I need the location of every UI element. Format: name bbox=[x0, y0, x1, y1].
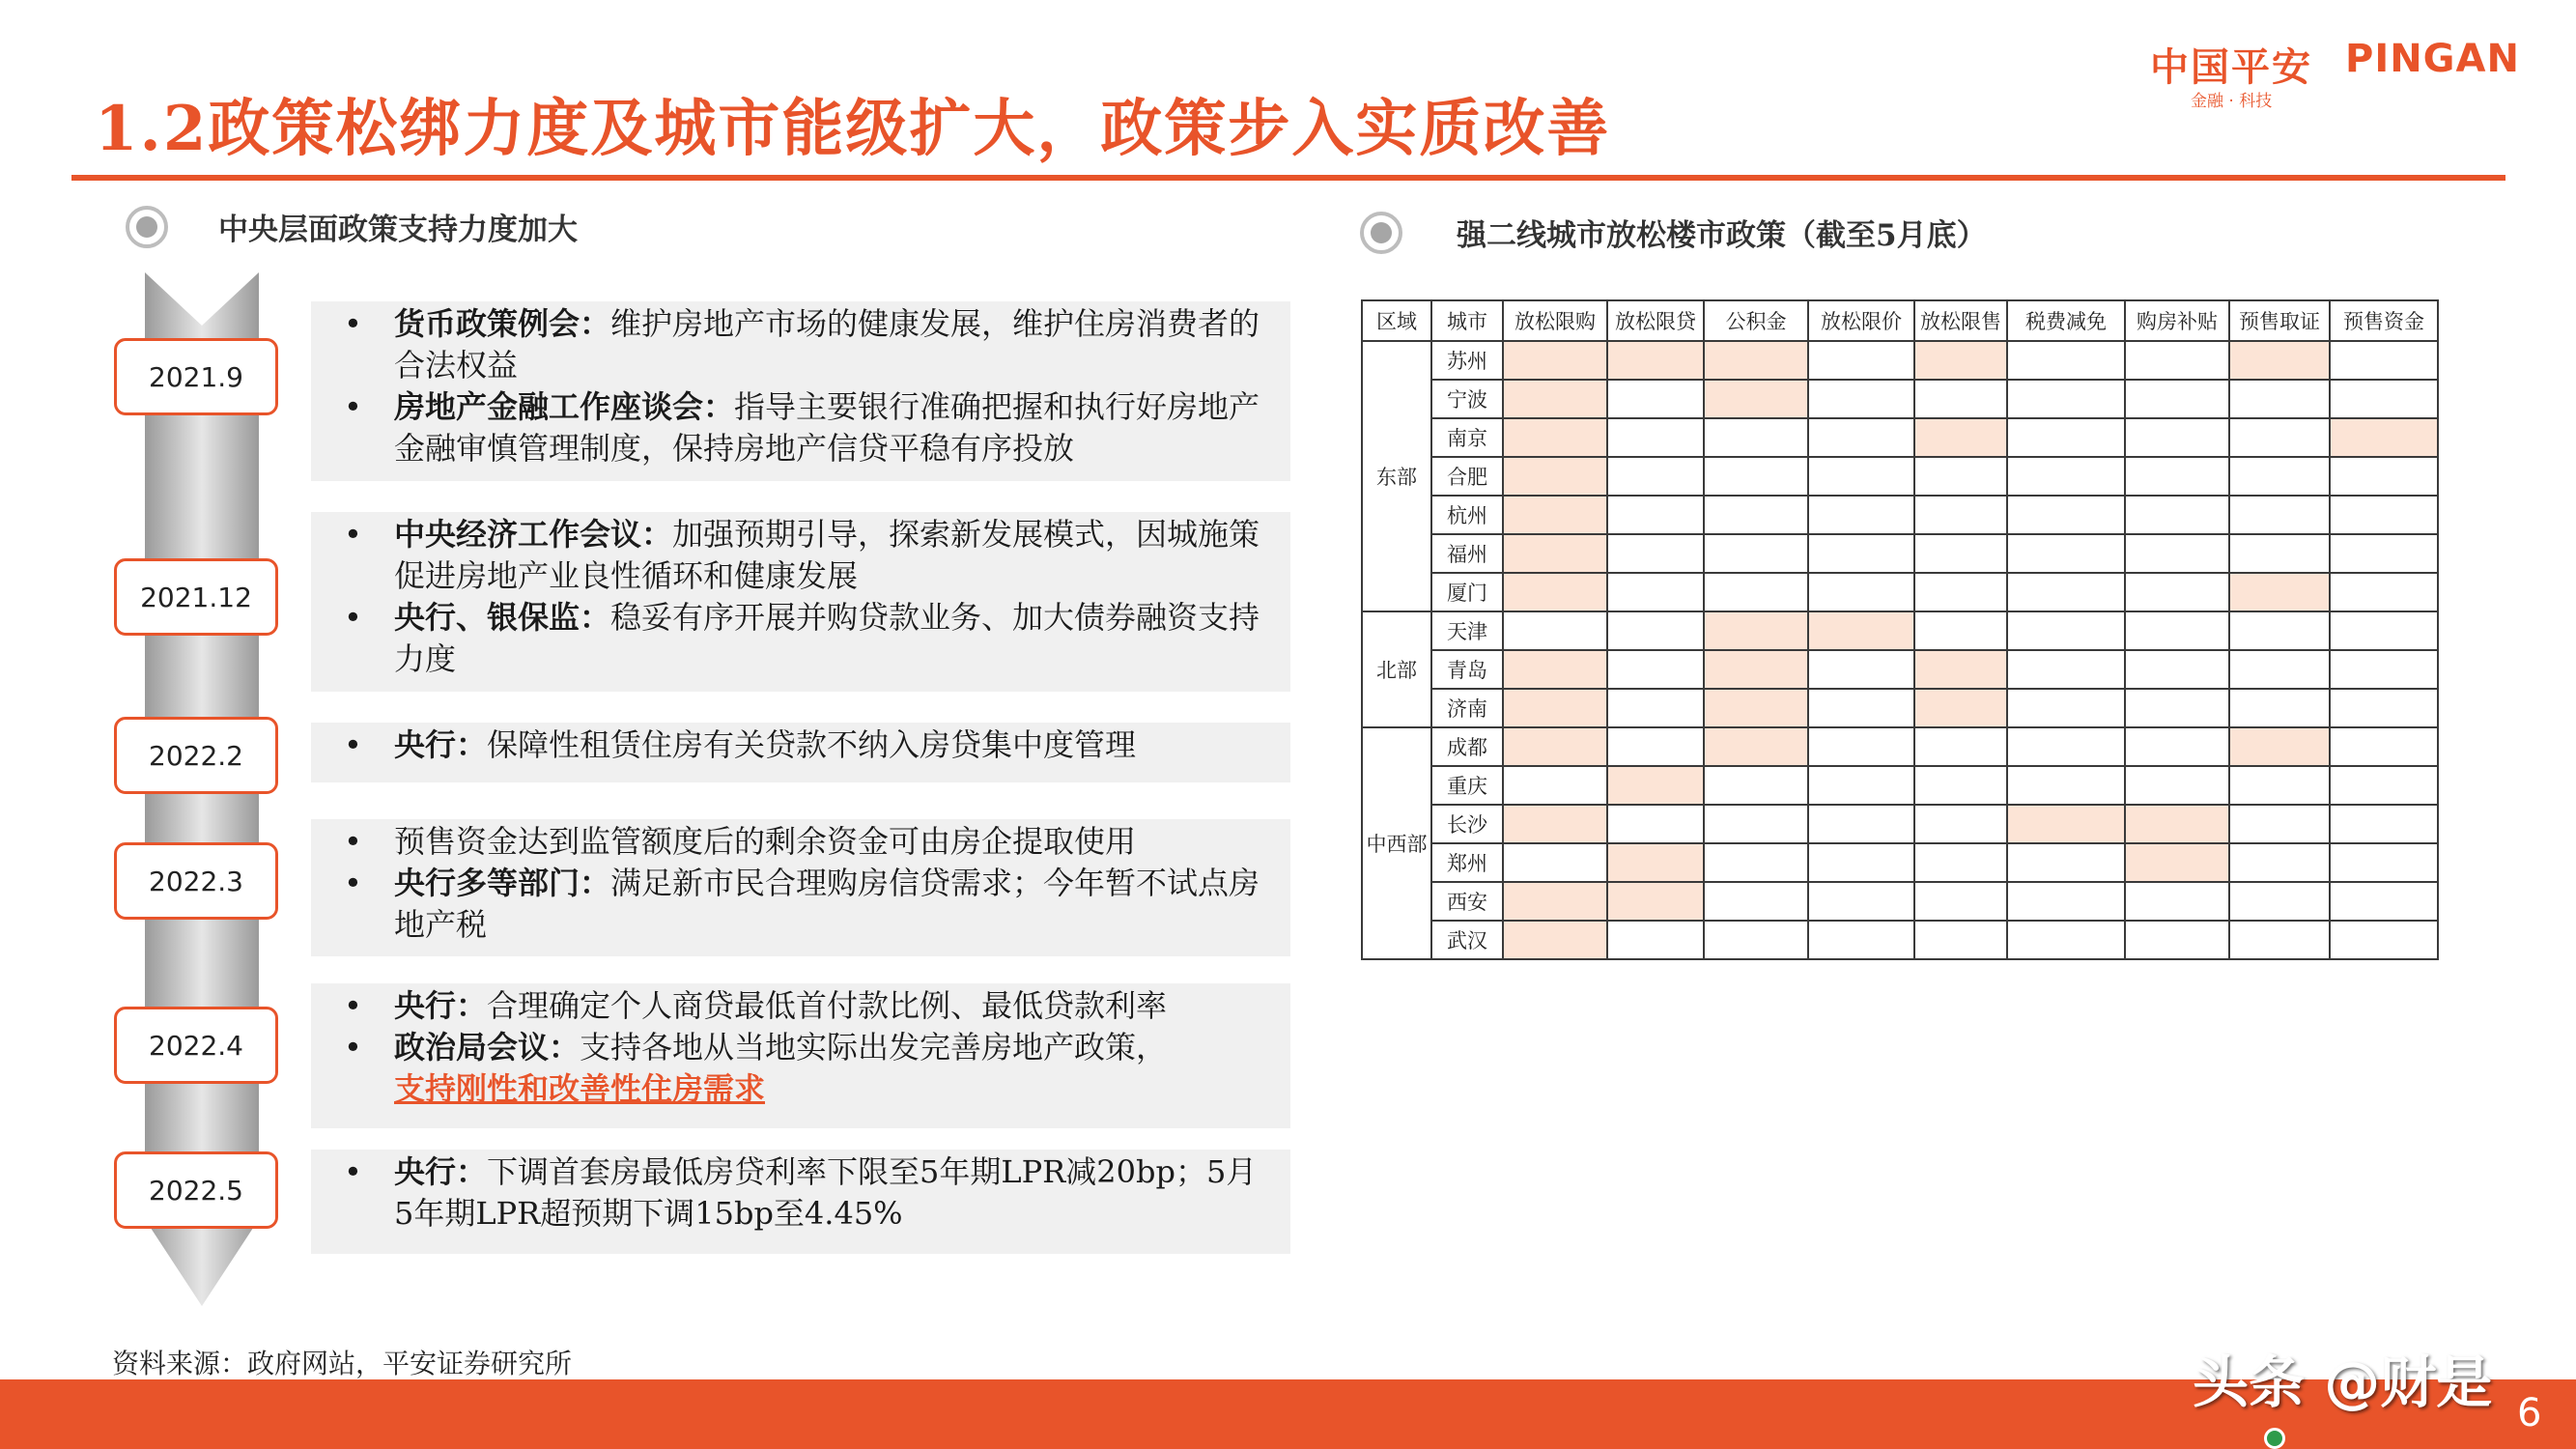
table-row bbox=[1362, 921, 2438, 959]
policy-cell bbox=[2330, 380, 2438, 418]
city-cell: 长沙 bbox=[1431, 805, 1503, 843]
city-cell: 厦门 bbox=[1431, 573, 1503, 611]
policy-cell-relaxed bbox=[1914, 650, 2007, 689]
policy-cell-relaxed bbox=[2007, 805, 2125, 843]
policy-cell bbox=[1808, 341, 1914, 380]
policy-cell-relaxed bbox=[1503, 573, 1607, 611]
table-row bbox=[1362, 611, 2438, 650]
policy-cell bbox=[2330, 341, 2438, 380]
city-cell: 福州 bbox=[1431, 534, 1503, 573]
policy-item-label: 央行： bbox=[394, 1153, 488, 1190]
policy-cell-relaxed bbox=[1704, 727, 1808, 766]
watermark: 头条 @财是 bbox=[2193, 1350, 2493, 1415]
policy-cell bbox=[1607, 650, 1704, 689]
policy-cell bbox=[2330, 611, 2438, 650]
policy-cell bbox=[1704, 573, 1808, 611]
policy-cell bbox=[1808, 843, 1914, 882]
policy-cell bbox=[2125, 457, 2229, 496]
logo-en-text: PINGAN bbox=[2345, 37, 2520, 81]
table-row bbox=[1362, 341, 2438, 380]
policy-item-label: 政治局会议： bbox=[394, 1029, 580, 1065]
page-number: 6 bbox=[2517, 1391, 2542, 1435]
table-row bbox=[1362, 727, 2438, 766]
policy-cell bbox=[2007, 650, 2125, 689]
table-row bbox=[1362, 534, 2438, 573]
policy-cell bbox=[1704, 882, 1808, 921]
policy-cell-relaxed bbox=[1607, 341, 1704, 380]
region-cell: 北部 bbox=[1362, 611, 1431, 727]
table-row bbox=[1362, 843, 2438, 882]
policy-cell-relaxed bbox=[1914, 689, 2007, 727]
policy-cell bbox=[1808, 418, 1914, 457]
policy-cell bbox=[2007, 882, 2125, 921]
title-divider bbox=[71, 175, 2505, 181]
radio-circle-icon bbox=[1360, 212, 1402, 254]
policy-cell bbox=[1607, 611, 1704, 650]
policy-cell bbox=[2007, 573, 2125, 611]
table-row bbox=[1362, 573, 2438, 611]
policy-cell-relaxed bbox=[1704, 689, 1808, 727]
table-header-cell: 预售资金 bbox=[2330, 300, 2438, 341]
policy-cell bbox=[1704, 457, 1808, 496]
policy-cell bbox=[2229, 534, 2330, 573]
policy-cell-relaxed bbox=[1914, 418, 2007, 457]
policy-cell-relaxed bbox=[1503, 418, 1607, 457]
policy-cell-relaxed bbox=[1503, 805, 1607, 843]
policy-cell bbox=[1808, 766, 1914, 805]
policy-cell bbox=[1914, 882, 2007, 921]
policy-cell bbox=[2330, 496, 2438, 534]
policy-cell bbox=[2229, 766, 2330, 805]
city-cell: 西安 bbox=[1431, 882, 1503, 921]
policy-cell bbox=[1704, 921, 1808, 959]
policy-cell bbox=[2125, 611, 2229, 650]
policy-cell-relaxed bbox=[2330, 418, 2438, 457]
policy-cell-relaxed bbox=[1503, 341, 1607, 380]
policy-cell bbox=[2229, 418, 2330, 457]
source-note: 资料来源：政府网站，平安证券研究所 bbox=[112, 1348, 573, 1379]
policy-cell bbox=[2125, 882, 2229, 921]
policy-cell bbox=[2229, 689, 2330, 727]
policy-item-label: 货币政策例会： bbox=[394, 305, 611, 342]
timeline-card bbox=[311, 301, 1290, 481]
policy-item: • 房地产金融工作座谈会：指导主要银行准确把握和执行好房地产金融审慎管理制度，保持房地产信贷平稳有序投放 bbox=[344, 388, 1260, 467]
policy-item-text: 满足新市民合理购房信贷需求；今年暂不试点房地产税 bbox=[394, 865, 1260, 943]
policy-cell-relaxed bbox=[1704, 650, 1808, 689]
city-policy-table bbox=[1361, 299, 2439, 960]
policy-cell bbox=[1704, 766, 1808, 805]
policy-highlight-link[interactable]: 支持刚性和改善性住房需求 bbox=[394, 1070, 766, 1107]
table-row bbox=[1362, 766, 2438, 805]
policy-item: • 央行多等部门：满足新市民合理购房信贷需求；今年暂不试点房地产税 bbox=[344, 865, 1260, 943]
policy-cell bbox=[2330, 727, 2438, 766]
policy-cell bbox=[1704, 805, 1808, 843]
policy-item-text: 合理确定个人商贷最低首付款比例、最低贷款利率 bbox=[487, 987, 1168, 1024]
policy-cell-relaxed bbox=[1503, 882, 1607, 921]
table-header-cell: 城市 bbox=[1431, 300, 1503, 341]
policy-cell-relaxed bbox=[2125, 805, 2229, 843]
timeline-card bbox=[311, 512, 1290, 692]
table-header-cell: 预售取证 bbox=[2229, 300, 2330, 341]
policy-cell bbox=[1607, 418, 1704, 457]
timeline-date: 2022.2 bbox=[114, 717, 278, 794]
policy-item-text: 支持各地从当地实际出发完善房地产政策， bbox=[580, 1029, 1168, 1065]
policy-cell bbox=[1914, 457, 2007, 496]
policy-cell-relaxed bbox=[1503, 534, 1607, 573]
policy-cell bbox=[1607, 457, 1704, 496]
policy-cell bbox=[2007, 611, 2125, 650]
policy-cell bbox=[2007, 843, 2125, 882]
city-cell: 青岛 bbox=[1431, 650, 1503, 689]
timeline-card bbox=[311, 983, 1290, 1128]
policy-cell bbox=[2007, 457, 2125, 496]
policy-cell-relaxed bbox=[2229, 341, 2330, 380]
policy-cell bbox=[1607, 380, 1704, 418]
table-row bbox=[1362, 650, 2438, 689]
city-cell: 成都 bbox=[1431, 727, 1503, 766]
policy-cell bbox=[1914, 921, 2007, 959]
city-cell: 杭州 bbox=[1431, 496, 1503, 534]
policy-cell bbox=[2229, 496, 2330, 534]
table-row bbox=[1362, 418, 2438, 457]
policy-cell bbox=[1607, 496, 1704, 534]
policy-item-text: 稳妥有序开展并购贷款业务、加大债券融资支持力度 bbox=[394, 599, 1260, 677]
policy-cell-relaxed bbox=[1503, 496, 1607, 534]
left-section-header bbox=[126, 205, 578, 248]
policy-cell-relaxed bbox=[2229, 727, 2330, 766]
policy-cell bbox=[2330, 457, 2438, 496]
right-section-label: 强二线城市放松楼市政策（截至5月底） bbox=[1457, 218, 1987, 253]
policy-cell bbox=[1704, 418, 1808, 457]
policy-cell bbox=[2125, 496, 2229, 534]
policy-cell-relaxed bbox=[1503, 457, 1607, 496]
policy-item: • 央行：下调首套房最低房贷利率下限至5年期LPR减20bp；5月5年期LPR超预期下调15bp至4.45% bbox=[344, 1153, 1258, 1232]
city-cell: 武汉 bbox=[1431, 921, 1503, 959]
table-header-cell: 放松限售 bbox=[1914, 300, 2007, 341]
policy-cell bbox=[2007, 496, 2125, 534]
pingan-logo bbox=[2144, 37, 2550, 114]
timeline-date: 2021.9 bbox=[114, 338, 278, 415]
policy-cell bbox=[2229, 611, 2330, 650]
policy-cell-relaxed bbox=[1914, 341, 2007, 380]
policy-cell bbox=[1914, 766, 2007, 805]
policy-cell bbox=[1914, 727, 2007, 766]
policy-cell bbox=[1808, 573, 1914, 611]
policy-cell bbox=[2125, 573, 2229, 611]
policy-cell-relaxed bbox=[2229, 573, 2330, 611]
timeline-card bbox=[311, 723, 1290, 782]
policy-item-label: 央行、银保监： bbox=[394, 599, 611, 636]
policy-cell bbox=[2125, 727, 2229, 766]
city-cell: 重庆 bbox=[1431, 766, 1503, 805]
policy-cell bbox=[1808, 534, 1914, 573]
table-header-cell: 放松限购 bbox=[1503, 300, 1607, 341]
policy-cell bbox=[2007, 380, 2125, 418]
policy-cell bbox=[2229, 380, 2330, 418]
city-cell: 苏州 bbox=[1431, 341, 1503, 380]
policy-cell bbox=[2007, 418, 2125, 457]
policy-cell-relaxed bbox=[1503, 921, 1607, 959]
policy-cell bbox=[2125, 534, 2229, 573]
table-row bbox=[1362, 805, 2438, 843]
region-cell: 东部 bbox=[1362, 341, 1431, 611]
policy-cell bbox=[2330, 805, 2438, 843]
policy-item: • 央行：合理确定个人商贷最低首付款比例、最低贷款利率 bbox=[344, 987, 1168, 1024]
policy-item-text: 指导主要银行准确把握和执行好房地产金融审慎管理制度，保持房地产信贷平稳有序投放 bbox=[394, 388, 1260, 467]
table-header-cell: 放松限价 bbox=[1808, 300, 1914, 341]
policy-cell bbox=[1808, 457, 1914, 496]
policy-item: • 政治局会议：支持各地从当地实际出发完善房地产政策， 支持刚性和改善性住房需求 bbox=[344, 1029, 1168, 1107]
policy-cell bbox=[1914, 573, 2007, 611]
policy-cell bbox=[1808, 496, 1914, 534]
policy-item-text: 下调首套房最低房贷利率下限至5年期LPR减20bp；5月5年期LPR超预期下调15bp至4.45% bbox=[394, 1153, 1258, 1232]
timeline-date: 2021.12 bbox=[114, 558, 278, 636]
policy-cell-relaxed bbox=[1503, 689, 1607, 727]
timeline-card bbox=[311, 819, 1290, 956]
policy-cell bbox=[2007, 921, 2125, 959]
policy-item-label: 中央经济工作会议： bbox=[394, 516, 673, 553]
policy-cell bbox=[1704, 843, 1808, 882]
policy-cell-relaxed bbox=[1808, 611, 1914, 650]
table-header-cell: 购房补贴 bbox=[2125, 300, 2229, 341]
policy-cell bbox=[2330, 766, 2438, 805]
city-cell: 南京 bbox=[1431, 418, 1503, 457]
policy-cell bbox=[1607, 727, 1704, 766]
policy-cell bbox=[2229, 457, 2330, 496]
policy-cell bbox=[1808, 689, 1914, 727]
policy-item-text: 预售资金达到监管额度后的剩余资金可由房企提取使用 bbox=[394, 823, 1137, 860]
policy-item: • 央行：保障性租赁住房有关贷款不纳入房贷集中度管理 bbox=[344, 726, 1137, 763]
policy-cell bbox=[2125, 689, 2229, 727]
policy-cell bbox=[1503, 766, 1607, 805]
timeline-date: 2022.3 bbox=[114, 842, 278, 920]
policy-item-label: 央行多等部门： bbox=[394, 865, 611, 901]
table-header-row bbox=[1362, 300, 2438, 341]
policy-cell bbox=[2125, 921, 2229, 959]
table-header-cell: 公积金 bbox=[1704, 300, 1808, 341]
policy-item: • 货币政策例会：维护房地产市场的健康发展，维护住房消费者的合法权益 bbox=[344, 305, 1260, 384]
policy-cell bbox=[2125, 341, 2229, 380]
city-cell: 天津 bbox=[1431, 611, 1503, 650]
policy-cell bbox=[2007, 766, 2125, 805]
policy-cell bbox=[1914, 380, 2007, 418]
policy-cell bbox=[1808, 727, 1914, 766]
policy-cell bbox=[2229, 882, 2330, 921]
policy-cell bbox=[1914, 805, 2007, 843]
policy-item-label: 房地产金融工作座谈会： bbox=[394, 388, 735, 425]
policy-cell bbox=[1607, 921, 1704, 959]
policy-cell bbox=[1808, 380, 1914, 418]
policy-cell bbox=[1808, 650, 1914, 689]
policy-cell bbox=[2229, 843, 2330, 882]
policy-cell bbox=[1704, 534, 1808, 573]
table-row bbox=[1362, 457, 2438, 496]
policy-cell bbox=[2330, 689, 2438, 727]
policy-item-text: 维护房地产市场的健康发展，维护住房消费者的合法权益 bbox=[394, 305, 1260, 384]
policy-cell-relaxed bbox=[1704, 380, 1808, 418]
policy-item: • 央行、银保监：稳妥有序开展并购贷款业务、加大债券融资支持力度 bbox=[344, 599, 1260, 677]
left-section-label: 中央层面政策支持力度加大 bbox=[218, 213, 578, 247]
policy-cell-relaxed bbox=[1607, 766, 1704, 805]
right-section-header bbox=[1360, 211, 1987, 254]
policy-item: • 中央经济工作会议：加强预期引导，探索新发展模式，因城施策促进房地产业良性循环和健康发展 bbox=[344, 516, 1260, 594]
city-cell: 济南 bbox=[1431, 689, 1503, 727]
timeline-date: 2022.5 bbox=[114, 1151, 278, 1229]
policy-cell-relaxed bbox=[1607, 882, 1704, 921]
footer-dot-icon bbox=[2264, 1428, 2285, 1449]
policy-cell bbox=[2007, 727, 2125, 766]
policy-item-label: 央行： bbox=[394, 726, 488, 763]
policy-item-text: 加强预期引导，探索新发展模式，因城施策促进房地产业良性循环和健康发展 bbox=[394, 516, 1260, 594]
policy-cell-relaxed bbox=[1503, 727, 1607, 766]
policy-cell-relaxed bbox=[1503, 380, 1607, 418]
policy-cell bbox=[2330, 921, 2438, 959]
policy-cell bbox=[1704, 496, 1808, 534]
policy-cell bbox=[1607, 573, 1704, 611]
policy-cell bbox=[1607, 689, 1704, 727]
policy-cell bbox=[2125, 766, 2229, 805]
policy-cell bbox=[2125, 650, 2229, 689]
policy-cell bbox=[2330, 882, 2438, 921]
table-row bbox=[1362, 689, 2438, 727]
logo-tagline: 金融 · 科技 bbox=[2191, 92, 2273, 111]
policy-cell bbox=[2007, 689, 2125, 727]
policy-cell bbox=[1914, 496, 2007, 534]
timeline-date: 2022.4 bbox=[114, 1007, 278, 1084]
policy-cell bbox=[2125, 418, 2229, 457]
footer-bar bbox=[0, 1379, 2576, 1449]
page-title: 1.2政策松绑力度及城市能级扩大，政策步入实质改善 bbox=[95, 93, 1611, 165]
policy-cell-relaxed bbox=[2125, 843, 2229, 882]
region-cell: 中西部 bbox=[1362, 727, 1431, 959]
policy-cell bbox=[2229, 921, 2330, 959]
city-cell: 郑州 bbox=[1431, 843, 1503, 882]
policy-cell bbox=[2229, 805, 2330, 843]
policy-cell bbox=[1914, 534, 2007, 573]
table-header-cell: 放松限贷 bbox=[1607, 300, 1704, 341]
policy-cell bbox=[2229, 650, 2330, 689]
table-header-cell: 税费减免 bbox=[2007, 300, 2125, 341]
policy-cell-relaxed bbox=[1607, 843, 1704, 882]
policy-cell bbox=[1808, 921, 1914, 959]
policy-cell bbox=[2330, 650, 2438, 689]
city-cell: 合肥 bbox=[1431, 457, 1503, 496]
policy-cell bbox=[2330, 573, 2438, 611]
policy-item-label: 央行： bbox=[394, 987, 488, 1024]
policy-cell bbox=[1503, 843, 1607, 882]
policy-cell bbox=[1503, 611, 1607, 650]
policy-cell bbox=[2007, 534, 2125, 573]
table-row bbox=[1362, 882, 2438, 921]
policy-item-text: 保障性租赁住房有关贷款不纳入房贷集中度管理 bbox=[487, 726, 1137, 763]
policy-cell-relaxed bbox=[1704, 341, 1808, 380]
policy-cell bbox=[1808, 805, 1914, 843]
policy-cell bbox=[1808, 882, 1914, 921]
timeline-card bbox=[311, 1150, 1290, 1254]
policy-cell bbox=[1914, 611, 2007, 650]
policy-cell-relaxed bbox=[1503, 650, 1607, 689]
policy-cell bbox=[1607, 805, 1704, 843]
policy-cell bbox=[2007, 341, 2125, 380]
policy-cell bbox=[2125, 380, 2229, 418]
radio-circle-icon bbox=[126, 206, 168, 248]
table-header-cell: 区域 bbox=[1362, 300, 1431, 341]
table-row bbox=[1362, 380, 2438, 418]
logo-cn-text: 中国平安 bbox=[2150, 45, 2312, 90]
city-cell: 宁波 bbox=[1431, 380, 1503, 418]
policy-cell-relaxed bbox=[1704, 611, 1808, 650]
policy-cell bbox=[1914, 843, 2007, 882]
policy-item: • 预售资金达到监管额度后的剩余资金可由房企提取使用 bbox=[344, 823, 1137, 860]
policy-cell bbox=[1607, 534, 1704, 573]
policy-cell bbox=[2330, 534, 2438, 573]
table-row bbox=[1362, 496, 2438, 534]
policy-cell bbox=[2330, 843, 2438, 882]
